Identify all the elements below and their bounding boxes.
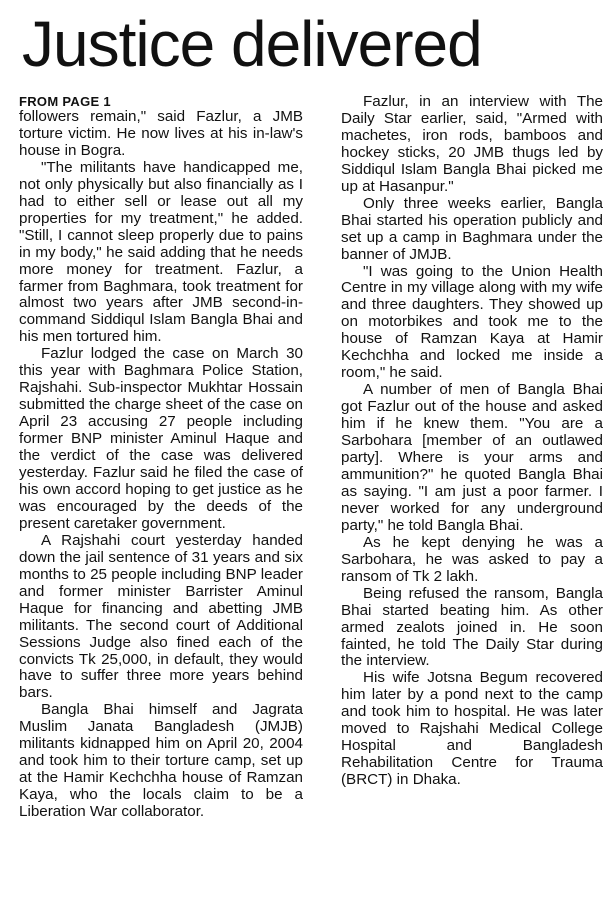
paragraph: As he kept denying he was a Sarbohara, he was asked to pay a ransom of Tk 2 lakh. — [341, 533, 603, 585]
paragraph: "I was going to the Union Health Centre in my village along with my wife and three daughters. They showed up on motorbikes and took me to the house of Ramzan Kaya at Hamir Kechchha and locked me inside a room," he said. — [341, 262, 603, 382]
paragraph: A number of men of Bangla Bhai got Fazlur out of the house and asked him if he knew them. "You are a Sarbohara [member of an outlawed party]. Where is your arms and ammunition?" he quoted Bangla Bhai as saying. "I am just a poor farmer. I never worked for any underground party," he told Bangla Bhai. — [341, 381, 603, 534]
article-column-left — [19, 94, 303, 821]
paragraph: His wife Jotsna Begum recovered him later by a pond next to the camp and took him to hospital. He was later moved to Rajshahi Medical College Hospital and Bangladesh Rehabilitation Centre for Trauma (BRCT) in Dhaka. — [341, 669, 603, 789]
headline: Justice delivered — [22, 8, 482, 80]
paragraph: Only three weeks earlier, Bangla Bhai started his operation publicly and set up a camp in Baghmara under the banner of JMJB. — [341, 194, 603, 263]
paragraph: followers remain," said Fazlur, a JMB torture victim. He now lives at his in-law's house in Bogra. — [19, 108, 303, 159]
continuation-kicker: FROM PAGE 1 — [19, 94, 111, 109]
paragraph: Fazlur, in an interview with The Daily Star earlier, said, "Armed with machetes, iron rods, bamboos and hockey sticks, 20 JMB thugs led by Siddiqul Islam Bangla Bhai picked me up at Hasanpur." — [341, 93, 603, 195]
paragraph: "The militants have handicapped me, not only physically but also financially as I had to either sell or lease out all my properties for my treatment," he added. "Still, I cannot sleep properly due to pains in my body," he said adding that he needs more money for treatment. Fazlur, a farmer from Baghmara, took treatment for almost two years after JMB second-in-command Siddiqul Islam Bangla Bhai and his men tortured him. — [19, 158, 303, 346]
paragraph: Bangla Bhai himself and Jagrata Muslim Janata Bangladesh (JMJB) militants kidnapped him on April 20, 2004 and took him to their torture camp, set up at the Hamir Kechchha house of Ramzan Kaya, who the locals claim to be a Liberation War collaborator. — [19, 701, 303, 821]
paragraph: A Rajshahi court yesterday handed down the jail sentence of 31 years and six months to 25 people including BNP leader and former minister Barrister Aminul Haque for financing and abetting JMB militants. The second court of Additional Sessions Judge also fined each of the convicts Tk 25,000, in default, they would have to suffer three more years behind bars. — [19, 531, 303, 702]
paragraph: Being refused the ransom, Bangla Bhai started beating him. As other armed zealots joined in. He soon fainted, he told The Daily Star during the interview. — [341, 584, 603, 670]
paragraph: Fazlur lodged the case on March 30 this year with Baghmara Police Station, Rajshahi. Sub-inspector Mukhtar Hossain submitted the charge sheet of the case on April 23 accusing 27 people including former BNP minister Aminul Haque and the verdict of the case was delivered yesterday. Fazlur said he filed the case of his own accord hoping to get justice as he was encouraged by the deeds of the present caretaker government. — [19, 345, 303, 532]
article-column-right — [341, 94, 603, 789]
